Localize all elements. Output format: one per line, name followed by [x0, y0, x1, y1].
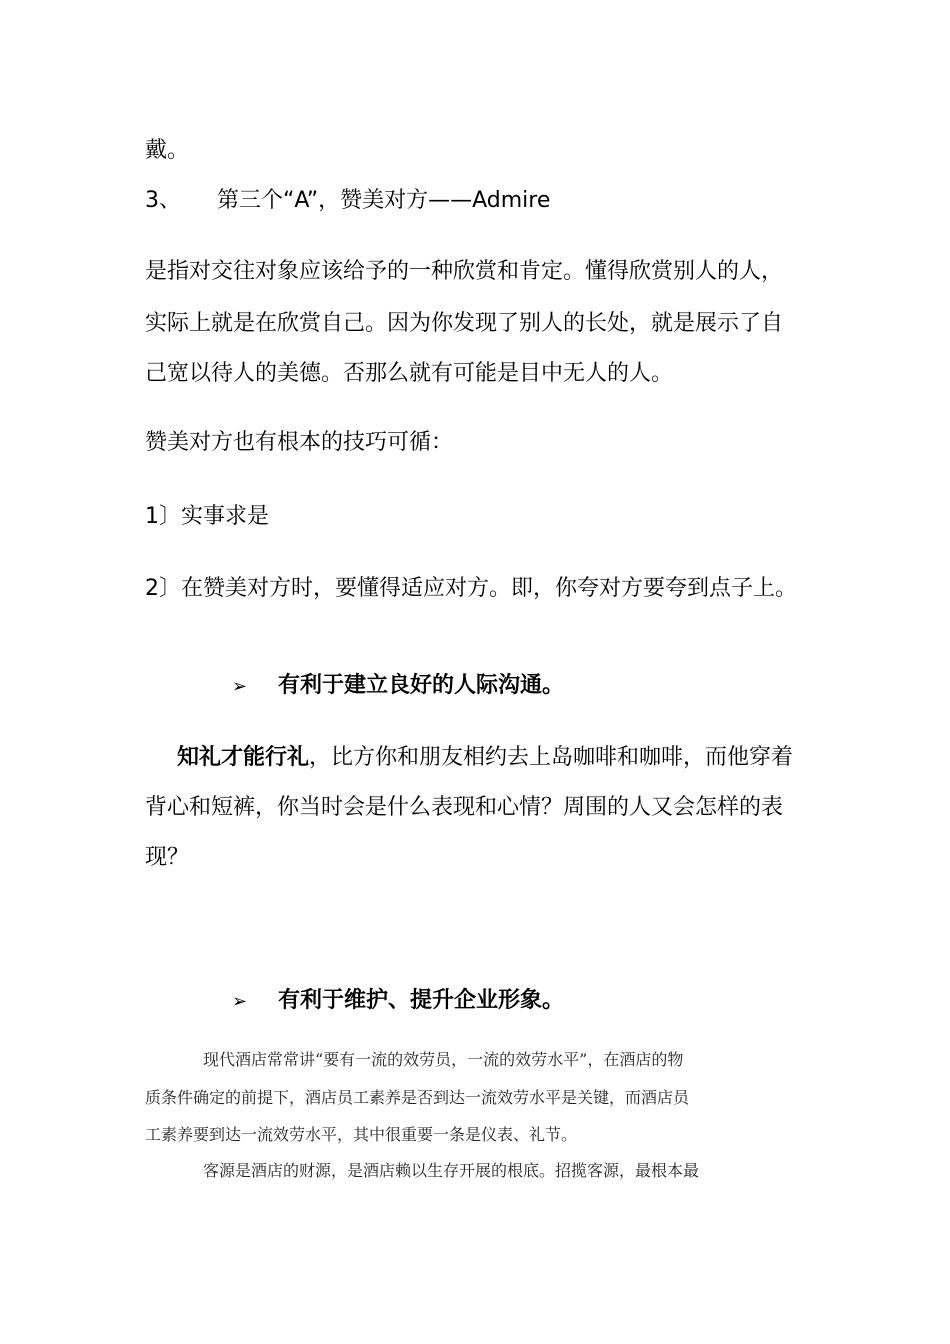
paragraph-line: 己宽以待人的美德。否那么就有可能是目中无人的人。 [145, 361, 674, 386]
heading-text: 有利于维护、提升企业形象。 [278, 988, 565, 1013]
paragraph-line: 赞美对方也有根本的技巧可循： [145, 430, 454, 455]
paragraph-line: 是指对交往对象应该给予的一种欣赏和肯定。懂得欣赏别人的人， [145, 259, 784, 284]
paragraph-line [177, 745, 793, 771]
paragraph-line: 工素养要到达一流效劳水平，其中很重要一条是仪表、礼节。 [145, 1125, 578, 1144]
paragraph-line: 实际上就是在欣赏自己。因为你发现了别人的长处，就是展示了自 [145, 311, 784, 336]
list-item: 1〕实事求是 [145, 504, 269, 529]
paragraph-text: ，比方你和朋友相约去上岛咖啡和咖啡，而他穿着 [309, 745, 794, 770]
heading-text: 有利于建立良好的人际沟通。 [278, 673, 565, 698]
list-item: 2〕在赞美对方时，要懂得适应对方。即，你夸对方要夸到点子上。 [145, 576, 797, 601]
paragraph-line: 现代酒店常常讲“要有一流的效劳员，一流的效劳水平”，在酒店的物 [203, 1050, 684, 1069]
paragraph-line: 客源是酒店的财源，是酒店赖以生存开展的根底。招揽客源，最根本最 [203, 1161, 700, 1180]
paragraph-line: 现？ [145, 845, 190, 870]
bold-lead: 知礼才能行礼 [177, 745, 310, 770]
arrow-bullet-icon: ➢ [232, 991, 248, 1012]
paragraph-line: 背心和短裤，你当时会是什么表现和心情？周围的人又会怎样的表 [145, 795, 784, 820]
section-title: 第三个“A”，赞美对方——Admire [217, 188, 551, 213]
section-heading-admire [145, 188, 550, 214]
text-line: 戴。 [145, 138, 190, 163]
bullet-heading-communication [232, 673, 564, 700]
paragraph-line: 质条件确定的前提下，酒店员工素养是否到达一流效劳水平是关键，而酒店员 [145, 1088, 690, 1107]
arrow-bullet-icon: ➢ [232, 676, 248, 697]
section-number: 3、 [145, 188, 181, 213]
bullet-heading-image [232, 988, 564, 1015]
